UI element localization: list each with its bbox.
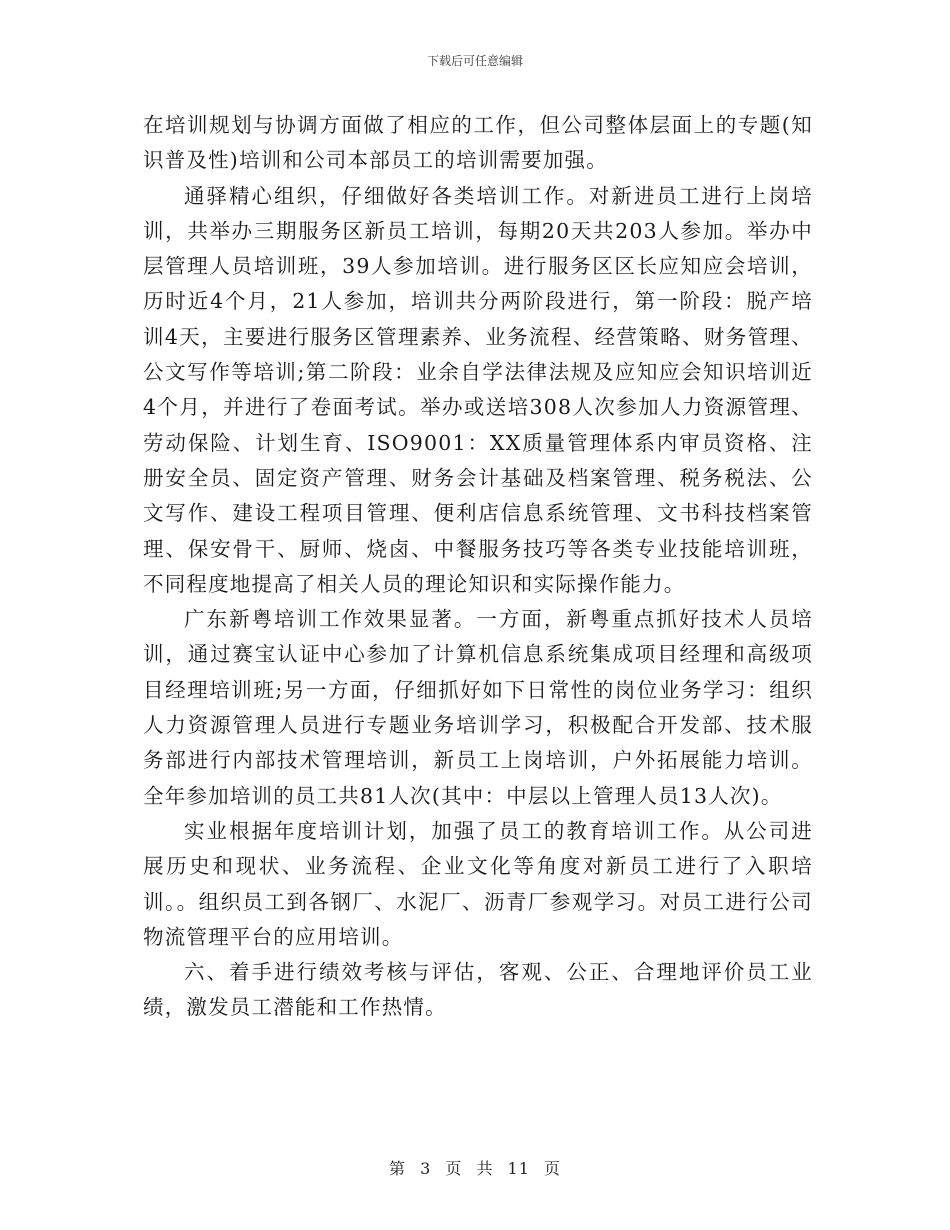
paragraph-section-six: 六、着手进行绩效考核与评估，客观、公正、合理地评价员工业绩，激发员工潜能和工作热情。 <box>143 960 813 1020</box>
paragraph-shiye-training: 实业根据年度培训计划，加强了员工的教育培训工作。从公司进展历史和现状、业务流程、企业文化等角度对新员工进行了入职培训。。组织员工到各钢厂、水泥厂、沥青厂参观学习。对员工进行公司物流管理平台的应用培训。 <box>143 818 813 949</box>
page-header: 下载后可任意编辑 <box>426 54 523 68</box>
page-footer: 第 3 页 共 11 页 <box>389 1159 561 1178</box>
paragraph-xinyue-training: 广东新粤培训工作效果显著。一方面，新粤重点抓好技术人员培训，通过赛宝认证中心参加了计算机信息系统集成项目经理和高级项目经理培训班;另一方面，仔细抓好如下日常性的岗位业务学习：组织人力资源管理人员进行专题业务培训学习，积极配合开发部、技术服务部进行内部技术管理培训，新员工上岗培训，户外拓展能力培训。全年参加培训的员工共81人次(其中：中层以上管理人员13人次)。 <box>143 607 813 808</box>
paragraph-tongyi-training: 通驿精心组织，仔细做好各类培训工作。对新进员工进行上岗培训，共举办三期服务区新员工培训，每期20天共203人参加。举办中层管理人员培训班，39人参加培训。进行服务区区长应知应会培训，历时近4个月，21人参加，培训共分两阶段进行，第一阶段：脱产培训4天，主要进行服务区管理素养、业务流程、经营策略、财务管理、公文写作等培训;第二阶段：业余自学法律法规及应知应会知识培训近4个月，并进行了卷面考试。举办或送培308人次参加人力资源管理、劳动保险、计划生育、ISO9001：XX质量管理体系内审员资格、注册安全员、固定资产管理、财务会计基础及档案管理、税务税法、公文写作、建设工程项目管理、便利店信息系统管理、文书科技档案管理、保安骨干、厨师、烧卤、中餐服务技巧等各类专业技能培训班，不同程度地提高了相关人员的理论知识和实际操作能力。 <box>143 183 813 596</box>
document-body <box>143 108 813 1026</box>
paragraph-continuation: 在培训规划与协调方面做了相应的工作，但公司整体层面上的专题(知识普及性)培训和公司本部员工的培训需要加强。 <box>143 113 813 173</box>
